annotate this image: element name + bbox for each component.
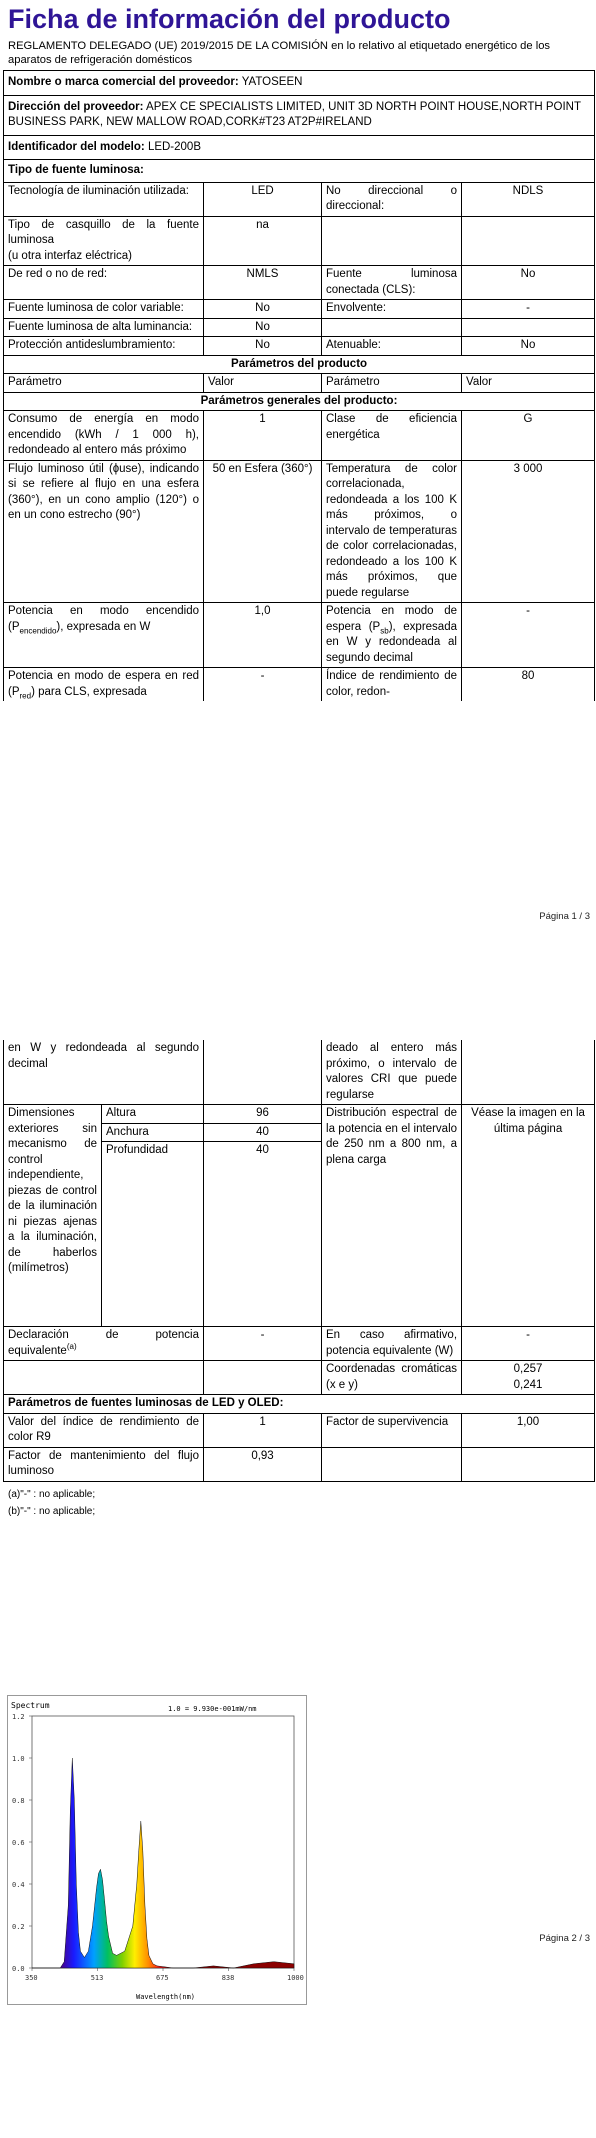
table-row <box>4 135 595 160</box>
product-params-heading: Parámetros del producto <box>4 355 595 374</box>
cls-label: Fuente luminosa conectada (CLS): <box>322 266 462 300</box>
table-row <box>4 1105 595 1124</box>
dimmable-value: No <box>462 337 595 356</box>
footnotes <box>8 1486 596 1520</box>
table-row <box>4 603 595 668</box>
empty-cell <box>462 1040 595 1105</box>
supplier-address: APEX CE SPECIALISTS LIMITED, UNIT 3D NORTH POINT HOUSE,NORTH POINT BUSINESS PARK, NEW MALLOW ROAD,CORK#T23 AT2P#IRELAND <box>8 100 581 128</box>
table-row <box>4 182 595 216</box>
table-row <box>4 392 595 411</box>
spectrum-svg <box>8 1696 306 2004</box>
footnote-a: (a)"-" : no aplicable; <box>8 1488 96 1500</box>
y-tick-label: 0.0 <box>12 1965 25 1973</box>
equiv-decl-value: - <box>204 1327 322 1361</box>
table-row <box>4 355 595 374</box>
table-row <box>4 411 595 461</box>
table-row <box>4 300 595 319</box>
empty-cell <box>322 318 462 337</box>
table-row <box>4 460 595 603</box>
table-row <box>4 318 595 337</box>
cct-label: Temperatura de color correlacionada, redondeada a los 100 K más próximos, o intervalo de temperaturas de color correlacionadas, redondeado a los 100 K más próximos, que puede regularse <box>322 460 462 603</box>
spectrum-chart <box>7 1695 307 2005</box>
chart-title: Spectrum <box>11 1701 50 1710</box>
r9-value: 1 <box>204 1413 322 1447</box>
table-row <box>4 337 595 356</box>
cap-label-2: (u otra interfaz eléctrica) <box>8 249 132 262</box>
maintenance-value: 0,93 <box>204 1447 322 1481</box>
equiv-power-label: En caso afirmativo, potencia equivalente (W) <box>322 1327 462 1361</box>
product-info-table <box>3 70 595 701</box>
table-row <box>4 668 595 702</box>
table-row <box>4 1361 595 1395</box>
depth-label: Profundidad <box>102 1142 204 1327</box>
colour-tunable-value: No <box>204 300 322 319</box>
empty-cell <box>204 1361 322 1395</box>
y-tick-label: 0.8 <box>12 1797 25 1805</box>
tech-label: Tecnología de iluminación utilizada: <box>4 182 204 216</box>
height-label: Altura <box>102 1105 204 1124</box>
empty-cell <box>462 216 595 266</box>
model-cell <box>4 135 595 160</box>
page-1 <box>0 0 596 940</box>
x-tick-label: 838 <box>221 1974 235 1982</box>
dimmable-label: Atenuable: <box>322 337 462 356</box>
x-tick-label: 1000 <box>287 1974 304 1982</box>
height-value: 96 <box>204 1105 322 1124</box>
x-tick-label: 675 <box>156 1974 169 1982</box>
power-on-label: Potencia en modo encendido $(P_{encendido})$, expresada en W <box>4 603 204 668</box>
energy-label: Consumo de energía en modo encendido (kWh / 1 000 h), redondeado al entero más próximo <box>4 411 204 461</box>
spd-value: Véase la imagen en la última página <box>462 1105 595 1327</box>
col-header-value: Valor <box>204 374 322 393</box>
power-on-value: 1,0 <box>204 603 322 668</box>
y-tick-label: 0.2 <box>12 1923 25 1931</box>
regulation-text: REGLAMENTO DELEGADO (UE) 2019/2015 DE LA COMISIÓN en lo relativo al etiquetado energético de los aparatos de refrigeración domésticos <box>8 40 551 66</box>
x-tick-label: 350 <box>25 1974 38 1982</box>
chroma-y: 0,241 <box>513 1378 543 1391</box>
envelope-label: Envolvente: <box>322 300 462 319</box>
chroma-x: 0,257 <box>513 1363 543 1375</box>
y-tick-label: 1.2 <box>12 1713 25 1721</box>
product-info-table-continued <box>3 1040 595 1482</box>
table-row <box>4 1327 595 1361</box>
chart-annotation: 1.0 = 9.930e-001mW/nm <box>168 1705 257 1713</box>
light-source-type-heading: Tipo de fuente luminosa: <box>4 160 595 183</box>
page-number: Página 1 / 3 <box>539 911 590 922</box>
tech-value: LED <box>204 182 322 216</box>
x-tick-label: 513 <box>90 1974 104 1982</box>
width-label: Anchura <box>102 1123 204 1142</box>
table-row <box>4 216 595 266</box>
spectrum-series-area <box>32 1758 294 1968</box>
survival-value: 1,00 <box>462 1413 595 1447</box>
supplier-name-cell <box>4 71 595 96</box>
standby-value: - <box>462 603 595 668</box>
net-standby-label-cont: en W y redondeada al segundo decimal <box>4 1040 204 1105</box>
empty-cell <box>4 1361 204 1395</box>
depth-value: 40 <box>204 1142 322 1327</box>
directional-value: NDLS <box>462 182 595 216</box>
net-standby-label: Potencia en modo de espera en red $(P_{red})$ para CLS, expresada <box>4 668 204 702</box>
y-tick-label: 0.6 <box>12 1839 25 1847</box>
envelope-value: - <box>462 300 595 319</box>
table-row <box>4 1040 595 1105</box>
table-row <box>4 1395 595 1414</box>
supplier-address-label: Dirección del proveedor: <box>8 100 144 113</box>
cap-value: na <box>204 216 322 266</box>
mains-value: NMLS <box>204 266 322 300</box>
maintenance-label: Factor de mantenimiento del flujo luminoso <box>4 1447 204 1481</box>
empty-cell <box>462 1447 595 1481</box>
table-row <box>4 71 595 96</box>
high-luminance-label: Fuente luminosa de alta luminancia: <box>4 318 204 337</box>
cri-label: Índice de rendimiento de color, redon- <box>322 668 462 702</box>
x-axis-label: Wavelength(nm) <box>136 1993 196 2001</box>
equiv-decl-label: Declaración de potencia equivalente$^{(a)}$ <box>4 1327 204 1361</box>
table-row <box>4 160 595 183</box>
general-params-heading: Parámetros generales del producto: <box>4 392 595 411</box>
anti-glare-label: Protección antideslumbramiento: <box>4 337 204 356</box>
standby-label: Potencia en modo de espera $(P_{sb})$, expresada en W y redondeada al segundo decimal <box>322 603 462 668</box>
cct-value: 3 000 <box>462 460 595 603</box>
supplier-name: YATOSEEN <box>241 76 303 88</box>
survival-label: Factor de supervivencia <box>322 1413 462 1447</box>
net-standby-value: - <box>204 668 322 702</box>
mains-label: De red o no de red: <box>4 266 204 300</box>
cri-value: 80 <box>462 668 595 702</box>
page-2 <box>0 1025 596 2138</box>
cls-value: No <box>462 266 595 300</box>
r9-label: Valor del índice de rendimiento de color R9 <box>4 1413 204 1447</box>
led-params-heading: Parámetros de fuentes luminosas de LED y OLED: <box>4 1395 595 1414</box>
model-identifier: LED-200B <box>147 140 201 153</box>
col-header-param: Parámetro <box>4 374 204 393</box>
col-header-param: Parámetro <box>322 374 462 393</box>
table-row <box>4 95 595 135</box>
empty-cell <box>322 1447 462 1481</box>
empty-cell <box>462 318 595 337</box>
width-value: 40 <box>204 1123 322 1142</box>
flux-label: Flujo luminoso útil (ɸuse), indicando si se refiere al flujo en una esfera (360°), en un cono amplio (120°) o en un cono estrecho (90°) <box>4 460 204 603</box>
empty-cell <box>204 1040 322 1105</box>
cri-label-cont: deado al entero más próximo, o intervalo de valores CRI que puede regularse <box>322 1040 462 1105</box>
energy-value: 1 <box>204 411 322 461</box>
class-label: Clase de eficiencia energética <box>322 411 462 461</box>
chroma-label: Coordenadas cromáticas (x e y) <box>322 1361 462 1395</box>
footnote-b: (b)"-" : no aplicable; <box>8 1505 96 1517</box>
model-label: Identificador del modelo: <box>8 140 145 153</box>
table-row <box>4 374 595 393</box>
page-title: Ficha de información del producto <box>8 4 451 34</box>
directional-label: No direccional o direccional: <box>322 182 462 216</box>
y-tick-label: 0.4 <box>12 1881 25 1889</box>
empty-cell <box>322 216 462 266</box>
anti-glare-value: No <box>204 337 322 356</box>
supplier-address-cell <box>4 95 595 135</box>
class-value: G <box>462 411 595 461</box>
flux-value: 50 en Esfera (360°) <box>204 460 322 603</box>
dims-label: Dimensiones exteriores sin mecanismo de control independiente, piezas de control de la iluminación ni piezas ajenas a la iluminación, de haberlos (milímetros) <box>4 1105 102 1327</box>
y-tick-label: 1.0 <box>12 1755 25 1763</box>
col-header-value: Valor <box>462 374 595 393</box>
spd-label: Distribución espectral de la potencia en el intervalo de 250 nm a 800 nm, a plena carga <box>322 1105 462 1327</box>
page-number: Página 2 / 3 <box>539 1933 590 1944</box>
cap-label: Tipo de casquillo de la fuente luminosa <box>8 218 199 246</box>
high-luminance-value: No <box>204 318 322 337</box>
table-row <box>4 266 595 300</box>
table-row <box>4 1447 595 1481</box>
colour-tunable-label: Fuente luminosa de color variable: <box>4 300 204 319</box>
equiv-power-value: - <box>462 1327 595 1361</box>
table-row <box>4 1413 595 1447</box>
supplier-name-label: Nombre o marca comercial del proveedor: <box>8 76 239 88</box>
cap-label-cell <box>4 216 204 266</box>
chroma-value <box>462 1361 595 1395</box>
